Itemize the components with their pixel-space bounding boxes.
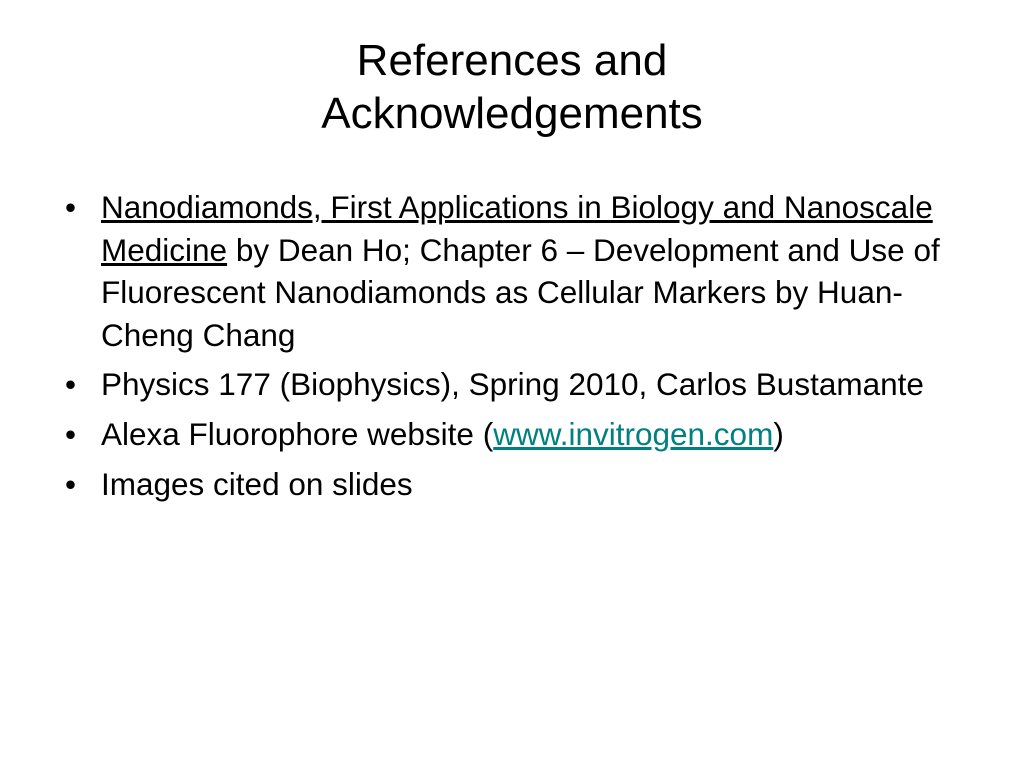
slide-title-line-1: References and	[356, 36, 668, 85]
bullet-icon: •	[65, 415, 77, 452]
invitrogen-link[interactable]: www.invitrogen.com	[493, 415, 774, 452]
course-reference-text: Physics 177 (Biophysics), Spring 2010, Carlos Bustamante	[101, 366, 924, 403]
website-reference-prefix: Alexa Fluorophore website (	[101, 415, 494, 452]
bullet-icon: •	[65, 366, 77, 403]
website-reference-suffix: )	[773, 415, 784, 452]
book-title: Nanodiamonds, First Applications in Biology and Nanoscale Medicine	[101, 189, 933, 268]
slide-title	[60, 34, 964, 140]
list-item	[60, 463, 970, 506]
images-cited-text: Images cited on slides	[101, 465, 413, 502]
list-item	[60, 413, 970, 456]
bullet-icon: •	[65, 465, 77, 502]
reference-list	[60, 186, 970, 512]
book-citation-text: by Dean Ho; Chapter 6 – Development and Use of Fluorescent Nanodiamonds as Cellular Markers by Huan-Cheng Chang	[101, 231, 940, 353]
bullet-icon: •	[65, 189, 77, 225]
slide-title-line-2: Acknowledgements	[321, 89, 703, 138]
list-item	[60, 186, 970, 356]
list-item	[60, 363, 970, 406]
